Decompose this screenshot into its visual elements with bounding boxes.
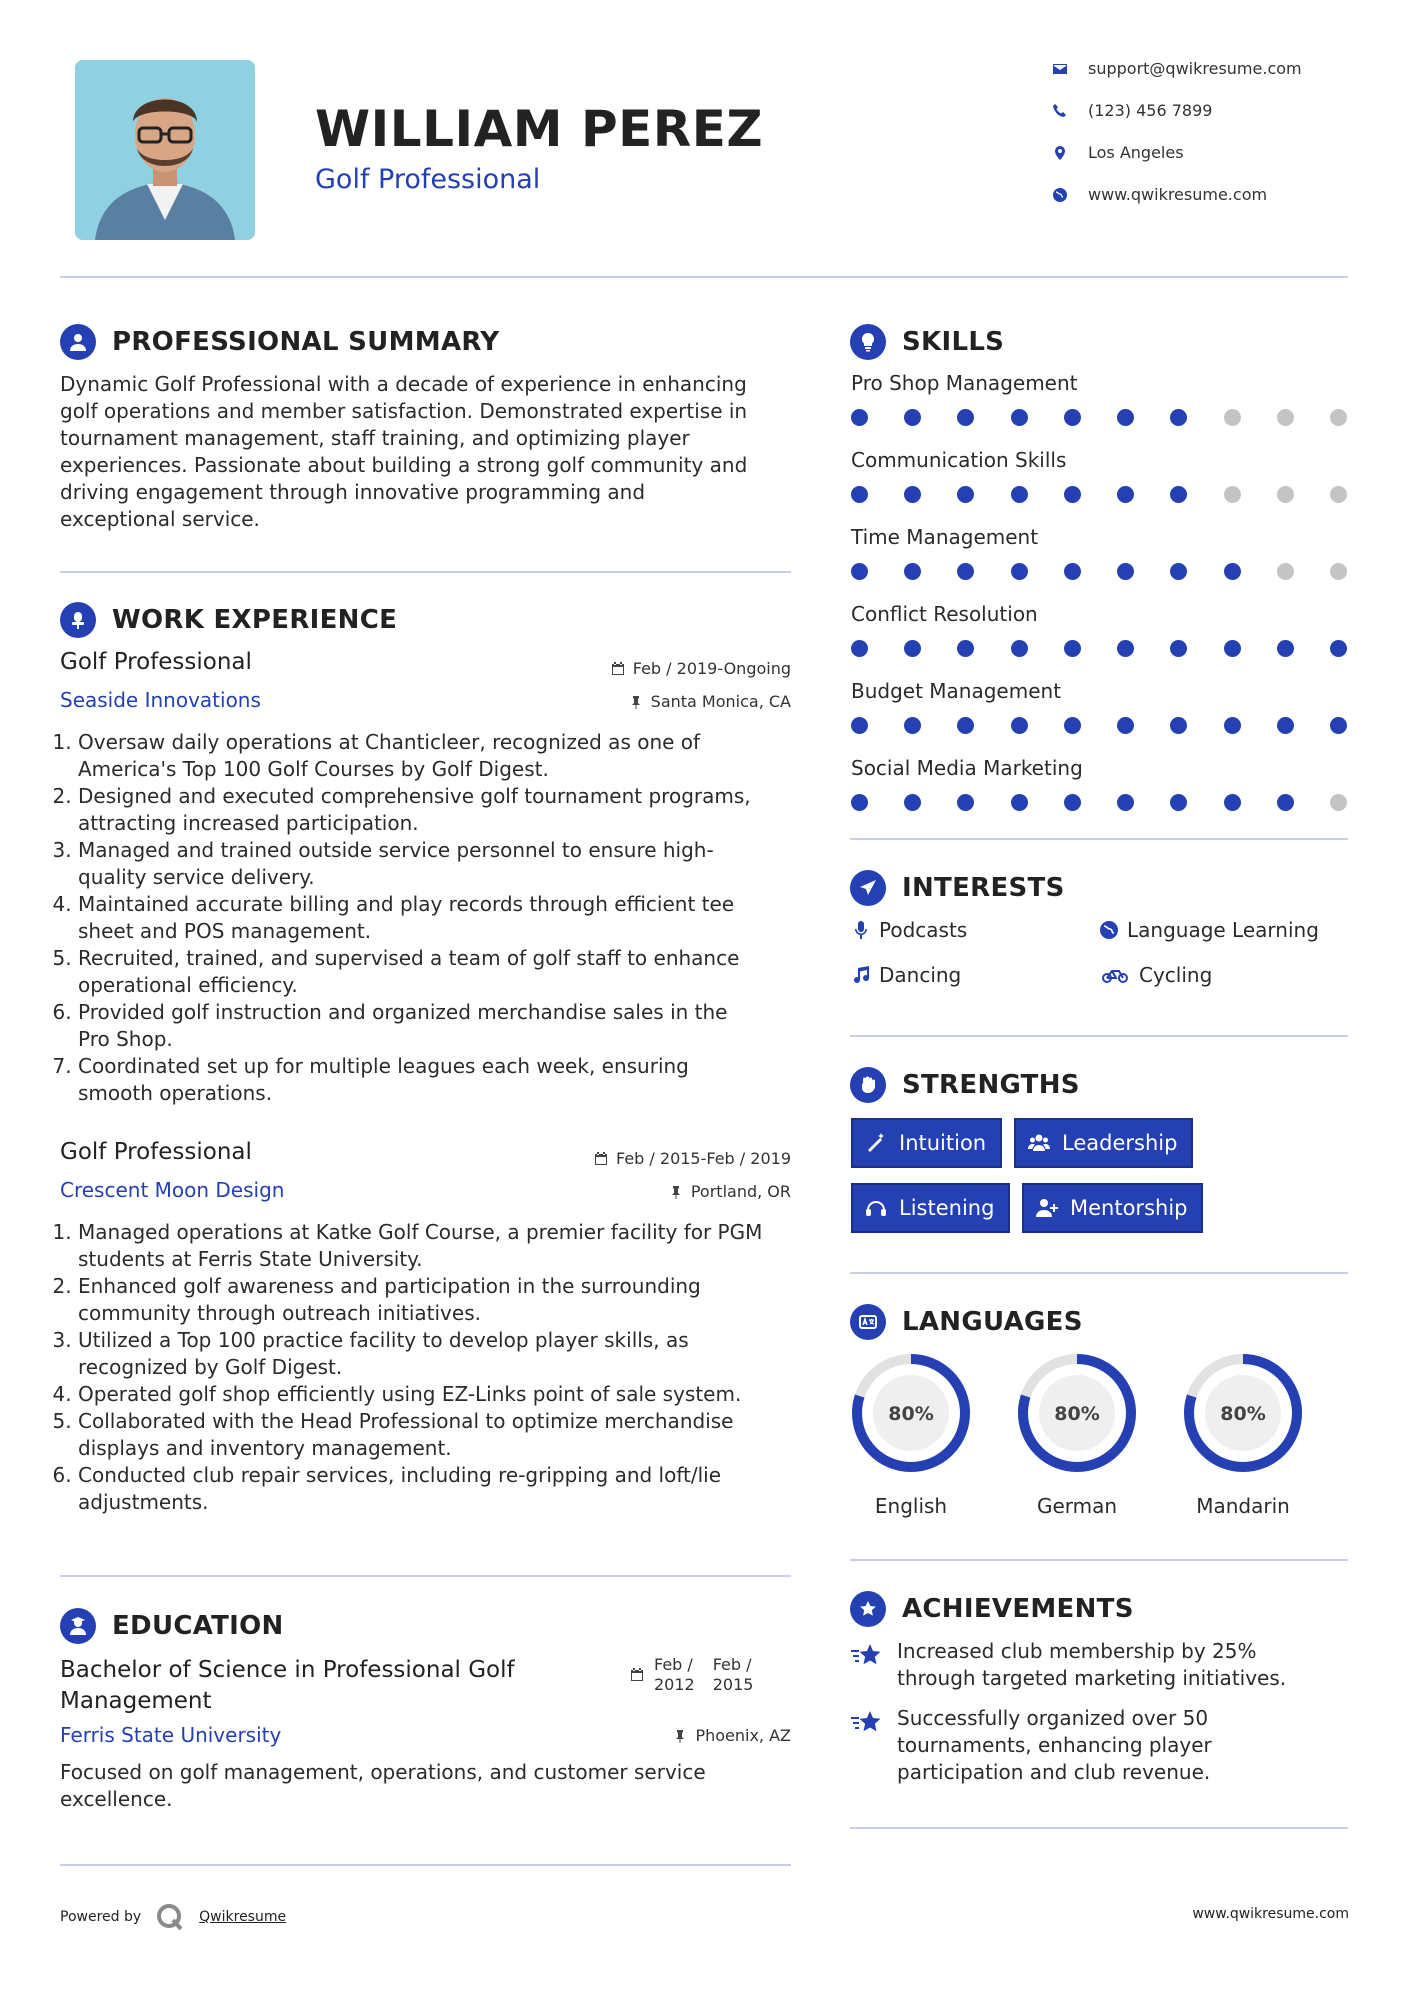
magic-wand-icon bbox=[865, 1132, 887, 1154]
work-heading-text: WORK EXPERIENCE bbox=[112, 605, 398, 635]
lightbulb-icon bbox=[850, 324, 886, 360]
job-date-text: Feb / 2015-Feb / 2019 bbox=[616, 1149, 791, 1168]
rating-dot bbox=[1011, 794, 1028, 811]
rating-dot bbox=[1170, 409, 1187, 426]
calendar-icon bbox=[594, 1152, 608, 1166]
language-card-icon bbox=[850, 1304, 886, 1340]
languages-list bbox=[850, 1352, 1304, 1518]
star-icon bbox=[851, 1642, 883, 1672]
skill-name: Communication Skills bbox=[851, 448, 1067, 472]
pushpin-icon bbox=[629, 695, 643, 709]
footer-powered bbox=[60, 1902, 286, 1932]
strength-badge-listening: Listening bbox=[851, 1183, 1010, 1233]
education-description: Focused on golf management, operations, and customer service excellence. bbox=[60, 1760, 706, 1811]
location-pin-icon bbox=[1052, 145, 1068, 161]
rating-dot bbox=[1277, 563, 1294, 580]
interests-divider bbox=[850, 1035, 1348, 1037]
skills-divider bbox=[850, 838, 1348, 840]
skill-name: Conflict Resolution bbox=[851, 602, 1038, 626]
language-item bbox=[850, 1352, 972, 1518]
summary-line: tournament management, staff training, and optimizing player bbox=[60, 426, 690, 450]
headphones-icon bbox=[865, 1197, 887, 1219]
pushpin-icon bbox=[669, 1185, 683, 1199]
language-progress-ring bbox=[1016, 1352, 1138, 1474]
rating-dot bbox=[1330, 409, 1347, 426]
skill-rating bbox=[851, 409, 1347, 426]
profile-photo bbox=[75, 60, 255, 240]
job-title: Golf Professional bbox=[60, 649, 252, 675]
rating-dot bbox=[957, 794, 974, 811]
qwikresume-link[interactable]: Qwikresume bbox=[199, 1909, 287, 1925]
rating-dot bbox=[1117, 717, 1134, 734]
rating-dot bbox=[1064, 717, 1081, 734]
job-responsibilities bbox=[60, 1219, 800, 1516]
summary-text bbox=[60, 371, 800, 533]
skill-name: Pro Shop Management bbox=[851, 371, 1078, 395]
rating-dot bbox=[851, 640, 868, 657]
rating-dot bbox=[1224, 409, 1241, 426]
skill-name: Time Management bbox=[851, 525, 1039, 549]
interests-heading bbox=[850, 870, 1065, 906]
summary-divider bbox=[60, 571, 791, 573]
rating-dot bbox=[1224, 486, 1241, 503]
rating-dot bbox=[851, 717, 868, 734]
language-name: German bbox=[1036, 1494, 1118, 1518]
language-percent: 80% bbox=[1054, 1403, 1100, 1425]
language-name: Mandarin bbox=[1196, 1494, 1290, 1518]
users-icon bbox=[1028, 1132, 1050, 1154]
contact-email[interactable] bbox=[1052, 59, 1302, 78]
education-dates: Feb / 2012 Feb / 2015 bbox=[630, 1655, 753, 1695]
languages-heading-text: LANGUAGES bbox=[902, 1307, 1083, 1337]
list-item: 1. Oversaw daily operations at Chanticleer, recognized as one of America's Top 100 Golf Courses by Golf Digest. bbox=[78, 729, 800, 783]
rating-dot bbox=[957, 717, 974, 734]
rating-dot bbox=[1117, 640, 1134, 657]
rating-dot bbox=[851, 486, 868, 503]
rating-dot bbox=[1277, 640, 1294, 657]
music-note-icon bbox=[851, 965, 871, 985]
list-item: 4. Operated golf shop efficiently using EZ-Links point of sale system. bbox=[78, 1381, 800, 1408]
interest-cycling: Cycling bbox=[1099, 963, 1212, 987]
rating-dot bbox=[1011, 640, 1028, 657]
rating-dot bbox=[851, 794, 868, 811]
skill-name: Social Media Marketing bbox=[851, 756, 1083, 780]
language-item bbox=[1182, 1352, 1304, 1518]
rating-dot bbox=[1117, 563, 1134, 580]
contact-website[interactable] bbox=[1052, 185, 1267, 204]
job-location-text: Santa Monica, CA bbox=[650, 692, 791, 711]
language-name: English bbox=[874, 1494, 948, 1518]
rating-dot bbox=[1330, 640, 1347, 657]
work-heading bbox=[60, 602, 397, 638]
rating-dot bbox=[1330, 486, 1347, 503]
rating-dot bbox=[1170, 563, 1187, 580]
rating-dot bbox=[1064, 794, 1081, 811]
rating-dot bbox=[1064, 409, 1081, 426]
star-icon bbox=[851, 1709, 883, 1739]
avatar-illustration bbox=[75, 60, 255, 240]
achievement-item: Successfully organized over 50 tournaments, enhancing player participation and club revenue. bbox=[851, 1705, 1212, 1786]
skill-name: Budget Management bbox=[851, 679, 1062, 703]
summary-line: Dynamic Golf Professional with a decade of experience in enhancing bbox=[60, 372, 747, 396]
education-heading bbox=[60, 1608, 284, 1644]
rating-dot bbox=[1224, 563, 1241, 580]
language-progress-ring bbox=[850, 1352, 972, 1474]
achievements-heading-text: ACHIEVEMENTS bbox=[902, 1594, 1134, 1624]
job-title: Golf Professional bbox=[60, 1139, 252, 1165]
contact-phone-text: (123) 456 7899 bbox=[1088, 101, 1213, 120]
globe-icon bbox=[1099, 920, 1119, 940]
fist-icon bbox=[850, 1067, 886, 1103]
contact-phone[interactable] bbox=[1052, 101, 1212, 120]
powered-by-text: Powered by bbox=[60, 1909, 142, 1925]
strengths-heading bbox=[850, 1067, 1080, 1103]
skills-list bbox=[851, 371, 1347, 833]
rating-dot bbox=[904, 409, 921, 426]
rating-dot bbox=[1170, 794, 1187, 811]
interest-dancing: Dancing bbox=[851, 963, 961, 987]
candidate-name: WILLIAM PEREZ bbox=[315, 100, 764, 158]
user-plus-icon bbox=[1036, 1197, 1058, 1219]
list-item: 6. Conducted club repair services, including re-gripping and loft/lie adjustments. bbox=[78, 1462, 800, 1516]
skill-rating bbox=[851, 563, 1347, 580]
list-item: 5. Collaborated with the Head Professional to optimize merchandise displays and inventory management. bbox=[78, 1408, 800, 1462]
rating-dot bbox=[1224, 794, 1241, 811]
skill-row bbox=[851, 756, 1347, 811]
rating-dot bbox=[1117, 486, 1134, 503]
summary-line: golf operations and member satisfaction. Demonstrated expertise in bbox=[60, 399, 748, 423]
strengths-divider bbox=[850, 1272, 1348, 1274]
footer-url[interactable]: www.qwikresume.com bbox=[1192, 1906, 1349, 1922]
summary-line: exceptional service. bbox=[60, 507, 260, 531]
degree-title: Bachelor of Science in Professional Golf Management bbox=[60, 1657, 515, 1714]
education-location bbox=[491, 1726, 791, 1745]
rating-dot bbox=[1011, 563, 1028, 580]
rating-dot bbox=[1064, 486, 1081, 503]
summary-line: driving engagement through innovative programming and bbox=[60, 480, 646, 504]
bicycle-icon bbox=[1099, 965, 1131, 985]
skill-row bbox=[851, 371, 1347, 426]
header-divider bbox=[60, 276, 1348, 278]
rating-dot bbox=[1011, 409, 1028, 426]
education-heading-text: EDUCATION bbox=[112, 1611, 284, 1641]
list-item: 1. Managed operations at Katke Golf Course, a premier facility for PGM students at Ferris State University. bbox=[78, 1219, 800, 1273]
list-item: 4. Maintained accurate billing and play records through efficient tee sheet and POS management. bbox=[78, 891, 800, 945]
rating-dot bbox=[904, 563, 921, 580]
list-item: 2. Enhanced golf awareness and participation in the surrounding community through outreach initiatives. bbox=[78, 1273, 800, 1327]
rating-dot bbox=[957, 409, 974, 426]
globe-icon bbox=[1052, 187, 1068, 203]
job-location-text: Portland, OR bbox=[690, 1182, 791, 1201]
interests-heading-text: INTERESTS bbox=[902, 873, 1065, 903]
strength-badge-leadership: Leadership bbox=[1014, 1118, 1193, 1168]
qwikresume-logo-icon bbox=[155, 1902, 185, 1932]
strength-badge-intuition: Intuition bbox=[851, 1118, 1002, 1168]
rating-dot bbox=[851, 563, 868, 580]
interest-language-learning: Language Learning bbox=[1099, 918, 1319, 942]
rating-dot bbox=[957, 563, 974, 580]
skill-row bbox=[851, 448, 1347, 503]
skill-rating bbox=[851, 640, 1347, 657]
language-percent: 80% bbox=[1220, 1403, 1266, 1425]
school-name: Ferris State University bbox=[60, 1723, 282, 1747]
achievements-divider bbox=[850, 1827, 1348, 1829]
list-item: 6. Provided golf instruction and organized merchandise sales in the Pro Shop. bbox=[78, 999, 800, 1053]
award-star-icon bbox=[850, 1591, 886, 1627]
rating-dot bbox=[1117, 409, 1134, 426]
rating-dot bbox=[1224, 717, 1241, 734]
achievements-heading bbox=[850, 1591, 1134, 1627]
skills-heading-text: SKILLS bbox=[902, 327, 1005, 357]
rating-dot bbox=[1064, 640, 1081, 657]
envelope-icon bbox=[1052, 61, 1068, 77]
pushpin-icon bbox=[673, 1729, 687, 1743]
skill-row bbox=[851, 525, 1347, 580]
list-item: 3. Utilized a Top 100 practice facility to develop player skills, as recognized by Golf Digest. bbox=[78, 1327, 800, 1381]
phone-icon bbox=[1052, 103, 1068, 119]
skill-row bbox=[851, 679, 1347, 734]
graduate-icon bbox=[60, 1608, 96, 1644]
rating-dot bbox=[904, 640, 921, 657]
rating-dot bbox=[957, 640, 974, 657]
strengths-heading-text: STRENGTHS bbox=[902, 1070, 1080, 1100]
summary-heading bbox=[60, 324, 499, 360]
rating-dot bbox=[1277, 794, 1294, 811]
rating-dot bbox=[1170, 486, 1187, 503]
education-divider bbox=[60, 1864, 791, 1866]
rating-dot bbox=[1330, 563, 1347, 580]
rating-dot bbox=[851, 409, 868, 426]
summary-heading-text: PROFESSIONAL SUMMARY bbox=[112, 327, 500, 357]
skill-rating bbox=[851, 486, 1347, 503]
rating-dot bbox=[1277, 717, 1294, 734]
skill-rating bbox=[851, 794, 1347, 811]
microphone-icon bbox=[851, 920, 871, 940]
achievement-item: Increased club membership by 25% through targeted marketing initiatives. bbox=[851, 1638, 1286, 1692]
user-icon bbox=[60, 324, 96, 360]
rating-dot bbox=[904, 486, 921, 503]
list-item: 7. Coordinated set up for multiple leagues each week, ensuring smooth operations. bbox=[78, 1053, 800, 1107]
list-item: 5. Recruited, trained, and supervised a team of golf staff to enhance operational efficiency. bbox=[78, 945, 800, 999]
job-date bbox=[491, 1149, 791, 1168]
job-date bbox=[491, 659, 791, 678]
rating-dot bbox=[1011, 486, 1028, 503]
skills-heading bbox=[850, 324, 1004, 360]
language-progress-ring bbox=[1182, 1352, 1304, 1474]
rating-dot bbox=[1330, 794, 1347, 811]
rating-dot bbox=[1170, 640, 1187, 657]
languages-heading bbox=[850, 1304, 1083, 1340]
contact-location bbox=[1052, 143, 1184, 162]
language-item bbox=[1016, 1352, 1138, 1518]
interest-podcasts: Podcasts bbox=[851, 918, 967, 942]
rating-dot bbox=[1117, 794, 1134, 811]
contact-location-text: Los Angeles bbox=[1088, 143, 1184, 162]
rating-dot bbox=[1224, 640, 1241, 657]
rating-dot bbox=[1277, 486, 1294, 503]
job-date-text: Feb / 2019-Ongoing bbox=[632, 659, 791, 678]
contact-email-text: support@qwikresume.com bbox=[1088, 59, 1302, 78]
job-company: Seaside Innovations bbox=[60, 688, 261, 712]
rating-dot bbox=[1170, 717, 1187, 734]
job-location bbox=[491, 1182, 791, 1201]
rating-dot bbox=[957, 486, 974, 503]
paper-plane-icon bbox=[850, 870, 886, 906]
language-percent: 80% bbox=[888, 1403, 934, 1425]
rating-dot bbox=[904, 794, 921, 811]
rating-dot bbox=[1330, 717, 1347, 734]
job-location bbox=[491, 692, 791, 711]
skill-rating bbox=[851, 717, 1347, 734]
rating-dot bbox=[1011, 717, 1028, 734]
briefcase-icon bbox=[60, 602, 96, 638]
job-responsibilities bbox=[60, 729, 800, 1107]
summary-line: experiences. Passionate about building a strong golf community and bbox=[60, 453, 748, 477]
languages-divider bbox=[850, 1559, 1348, 1561]
rating-dot bbox=[1277, 409, 1294, 426]
list-item: 3. Managed and trained outside service personnel to ensure high- quality service delivery. bbox=[78, 837, 800, 891]
candidate-title: Golf Professional bbox=[315, 164, 541, 195]
rating-dot bbox=[904, 717, 921, 734]
list-item: 2. Designed and executed comprehensive golf tournament programs, attracting increased participation. bbox=[78, 783, 800, 837]
rating-dot bbox=[1064, 563, 1081, 580]
job-company: Crescent Moon Design bbox=[60, 1178, 285, 1202]
strength-badge-mentorship: Mentorship bbox=[1022, 1183, 1203, 1233]
education-location-text: Phoenix, AZ bbox=[695, 1726, 791, 1745]
calendar-icon bbox=[611, 662, 625, 676]
skill-row bbox=[851, 602, 1347, 657]
work-divider bbox=[60, 1575, 791, 1577]
calendar-icon bbox=[630, 1668, 644, 1682]
contact-website-text: www.qwikresume.com bbox=[1088, 185, 1268, 204]
